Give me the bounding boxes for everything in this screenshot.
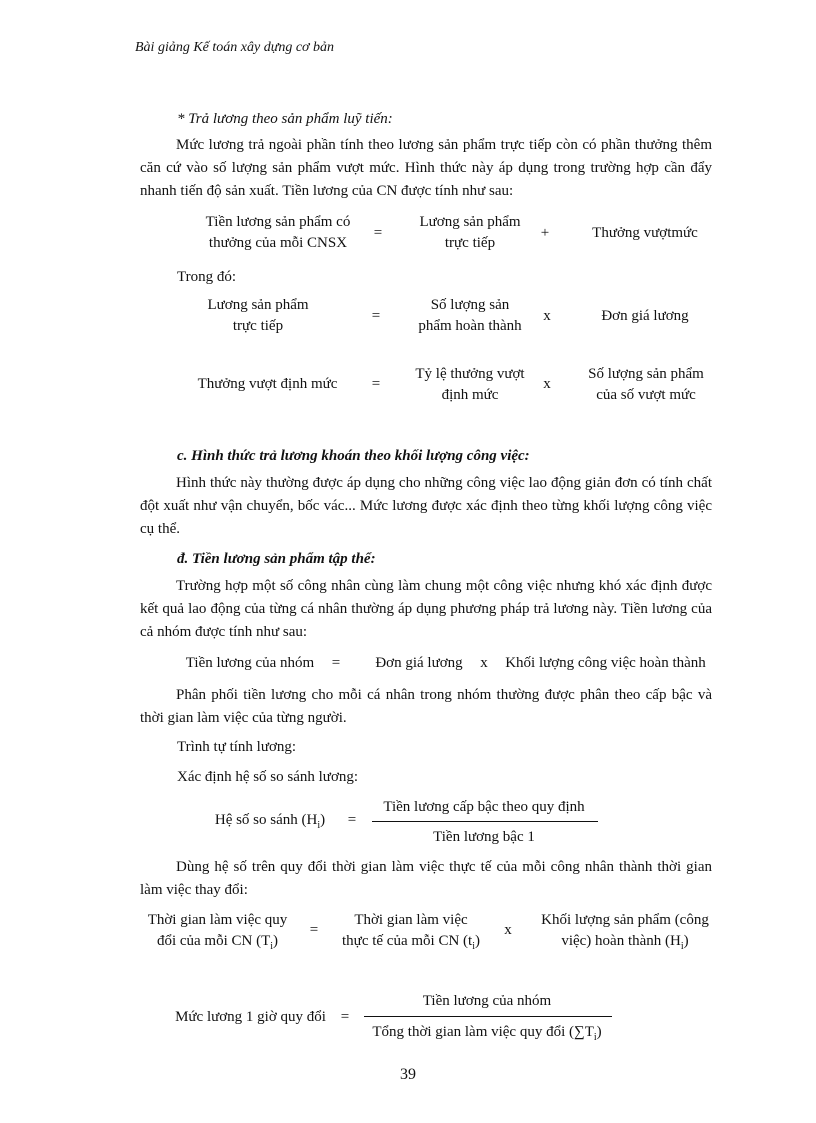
formula1-plus: +: [540, 225, 550, 241]
formula2-middle: [390, 295, 550, 337]
formula6-left-line2-text: đổi của mỗi CN (T: [156, 933, 271, 949]
formula6-middle-line2-text: thực tế của mỗi CN (t: [342, 933, 473, 949]
formula4-times: x: [480, 655, 488, 671]
page-number: 39: [400, 1066, 416, 1083]
formula6-left-line1: Thời gian làm việc quy: [147, 912, 288, 928]
formula1-left: [178, 212, 378, 254]
formula4-right: Khối lượng công việc hoàn thành: [505, 655, 706, 671]
formula2-times: x: [543, 308, 551, 324]
paragraph-conversion: [140, 856, 712, 902]
formula1-middle-line1: Lương sản phẩm: [419, 214, 521, 230]
paragraph-conversion-text: Dùng hệ số trên quy đổi thời gian làm việc thực tế của mỗi công nhân thành thời gian làm việc thay đổi:: [140, 859, 712, 898]
paragraph-distribution: [140, 684, 712, 730]
formula6-right-line1: Khối lượng sản phẩm (công: [541, 912, 709, 928]
formula3-equals: =: [371, 376, 381, 392]
formula6-left-line2: [135, 931, 300, 957]
formula1-left-line2: thưởng của mỗi CNSX: [208, 235, 348, 251]
formula2-middle-line1: Số lượng sản: [430, 297, 510, 313]
formula1-equals: =: [373, 225, 383, 241]
formula5-fraction-bar: [372, 821, 598, 822]
formula3-middle: [390, 364, 550, 406]
paragraph-distribution-text: Phân phối tiền lương cho mỗi cá nhân trong nhóm thường được phân theo cấp bậc và thời gian làm việc của từng người.: [140, 687, 712, 726]
formula6-middle-line1: Thời gian làm việc: [354, 912, 468, 928]
formula6-right-line2-text: việc) hoàn thành (H: [561, 933, 681, 949]
formula5-left: [200, 810, 340, 836]
formula7-equals: =: [340, 1009, 350, 1025]
formula6-left: [135, 910, 300, 957]
formula3-left: Thưởng vượt định mức: [197, 376, 338, 392]
formula7-denominator: [362, 1022, 612, 1048]
formula7-fraction-bar: [364, 1016, 612, 1017]
paragraph-progressive-text: Mức lương trả ngoài phần tính theo lương sản phẩm trực tiếp còn có phần thưởng thêm căn cứ vào số lượng sản phẩm vượt mức. Hình thức này áp dụng trong trường hợp cần đẩy nhanh tiến độ sản xuất. Tiền lương của CN được tính như sau:: [140, 137, 712, 199]
formula1-middle-line2: trực tiếp: [444, 235, 496, 251]
formula2-left-line2: trực tiếp: [232, 318, 284, 334]
formula6-equals: =: [309, 922, 319, 938]
formula7-denominator-close: ): [596, 1024, 602, 1040]
formula5-numerator: Tiền lương cấp bậc theo quy định: [383, 799, 585, 815]
running-header: Bài giảng Kế toán xây dựng cơ bản: [135, 40, 335, 55]
formula4-middle: Đơn giá lương: [375, 655, 463, 671]
formula6-middle-line2: [326, 931, 496, 957]
formula5-equals: =: [347, 812, 357, 828]
formula2-middle-line2: phẩm hoàn thành: [418, 318, 522, 334]
formula5-left-close: ): [320, 812, 326, 828]
formula6-right: [530, 910, 720, 957]
formula1-middle: [390, 212, 550, 254]
formula3-middle-line1: Tỷ lệ thưởng vượt: [415, 366, 525, 382]
paragraph-coefficient: Xác định hệ số so sánh lương:: [177, 769, 359, 785]
formula2-left: [178, 295, 338, 337]
formula3-times: x: [543, 376, 551, 392]
formula5-left-text: Hệ số so sánh (H: [214, 812, 318, 828]
formula6-times: x: [504, 922, 512, 938]
paragraph-volume-based-text: Hình thức này thường được áp dụng cho những công việc lao động giản đơn có tính chất đột xuất như vận chuyển, bốc vác... Mức lương được xác định theo từng khối lượng công việc cụ thể.: [140, 475, 712, 537]
formula3-right-line2: của số vượt mức: [596, 387, 696, 403]
formula6-right-line2: [530, 931, 720, 957]
formula3-right-line1: Số lượng sản phẩm: [588, 366, 704, 382]
formula4-equals: =: [331, 655, 341, 671]
formula3-right: [566, 364, 726, 406]
paragraph-collective-text: Trường hợp một số công nhân cùng làm chung một công việc nhưng khó xác định được kết quả lao động của từng cá nhân thường áp dụng phương pháp trả lương này. Tiền lương của cả nhóm được tính như sau:: [140, 578, 712, 640]
formula2-left-line1: Lương sản phẩm: [207, 297, 309, 313]
formula2-equals: =: [371, 308, 381, 324]
formula5-left-subscript: i: [317, 820, 321, 831]
formula6-left-subscript: i: [270, 941, 274, 952]
formula6-middle: [326, 910, 496, 957]
formula6-right-subscript: i: [680, 941, 684, 952]
paragraph-procedure: Trình tự tính lương:: [177, 739, 297, 755]
formula7-left: Mức lương 1 giờ quy đổi: [175, 1009, 326, 1025]
formula1-right: Thưởng vượtmức: [592, 225, 698, 241]
formula7-denominator-text: Tổng thời gian làm việc quy đổi (∑T: [372, 1024, 594, 1040]
formula7-numerator: Tiền lương của nhóm: [422, 993, 552, 1009]
formula6-middle-subscript: i: [472, 941, 475, 952]
paragraph-volume-based: [140, 472, 712, 541]
formula5-denominator: Tiền lương bậc 1: [433, 829, 535, 845]
formula2-right: Đơn giá lương: [601, 308, 689, 324]
section-heading-progressive: * Trả lương theo sản phẩm luỹ tiến:: [177, 111, 393, 127]
formula1-left-line1: Tiền lương sản phẩm có: [205, 214, 351, 230]
formula3-middle-line2: định mức: [441, 387, 499, 403]
where-label: Trong đó:: [177, 269, 237, 285]
section-heading-collective: đ. Tiền lương sản phẩm tập thể:: [177, 551, 376, 567]
formula4-left: Tiền lương của nhóm: [185, 655, 315, 671]
section-heading-volume-based: c. Hình thức trả lương khoán theo khối lượng công việc:: [177, 448, 530, 464]
paragraph-collective: [140, 575, 712, 644]
formula7-denominator-subscript: i: [593, 1032, 597, 1043]
paragraph-progressive: [140, 134, 712, 203]
formula6-right-close: ): [683, 933, 689, 949]
formula6-left-close: ): [273, 933, 279, 949]
formula6-middle-close: ): [474, 933, 480, 949]
